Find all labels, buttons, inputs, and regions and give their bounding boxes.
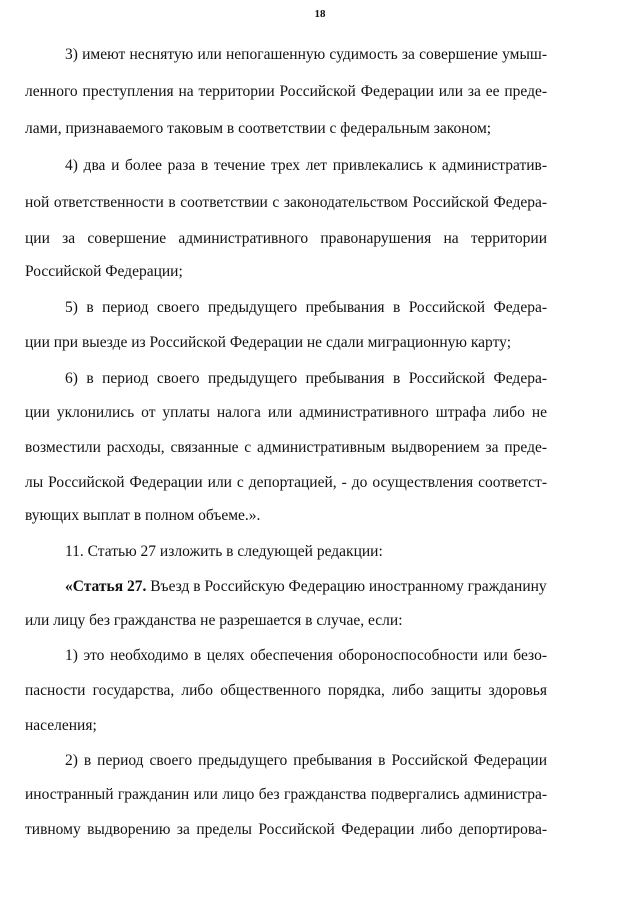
text-line: ции уклонились от уплаты налога или административного штрафа либо не <box>25 404 547 421</box>
article-text: Въезд в Российскую Федерацию иностранному гражданину <box>146 578 547 595</box>
article-heading: «Статья 27. <box>65 578 147 595</box>
page-number: 18 <box>314 8 326 20</box>
text-line: 11. Статью 27 изложить в следующей редакции: <box>65 543 383 560</box>
text-line: вующих выплат в полном объеме.». <box>25 507 261 524</box>
text-line: лы Российской Федерации или с депортацией, - до осуществления соответст- <box>25 474 547 491</box>
text-line: Российской Федерации; <box>25 263 183 280</box>
text-line: 4) два и более раза в течение трех лет привлекались к административ- <box>65 157 547 174</box>
text-line: населения; <box>25 717 97 734</box>
text-line: ции при выезде из Российской Федерации не сдали миграционную карту; <box>25 334 511 351</box>
text-line: возместили расходы, связанные с административным выдворением за преде- <box>25 439 547 456</box>
text-line: иностранный гражданин или лицо без гражданства подвергались администра- <box>25 786 547 803</box>
text-line: или лицу без гражданства не разрешается в случае, если: <box>25 612 403 629</box>
text-line: пасности государства, либо общественного порядка, либо защиты здоровья <box>25 682 547 699</box>
text-line: ной ответственности в соответствии с законодательством Российской Федера- <box>25 194 547 211</box>
text-line: ции за совершение административного правонарушения на территории <box>25 230 547 247</box>
text-line: ленного преступления на территории Российской Федерации или за ее преде- <box>25 83 547 100</box>
text-line: 3) имеют неснятую или непогашенную судимость за совершение умыш- <box>65 46 547 63</box>
text-line: 5) в период своего предыдущего пребывания в Российской Федера- <box>65 299 547 316</box>
article-heading-line <box>25 577 547 597</box>
text-line: тивному выдворению за пределы Российской Федерации либо депортирова- <box>25 821 547 838</box>
text-line: лами, признаваемого таковым в соответствии с федеральным законом; <box>25 120 492 137</box>
text-line: 6) в период своего предыдущего пребывания в Российской Федера- <box>65 370 547 387</box>
text-line: 2) в период своего предыдущего пребывания в Российской Федерации <box>65 752 547 769</box>
text-line: 1) это необходимо в целях обеспечения обороноспособности или безо- <box>65 647 547 664</box>
